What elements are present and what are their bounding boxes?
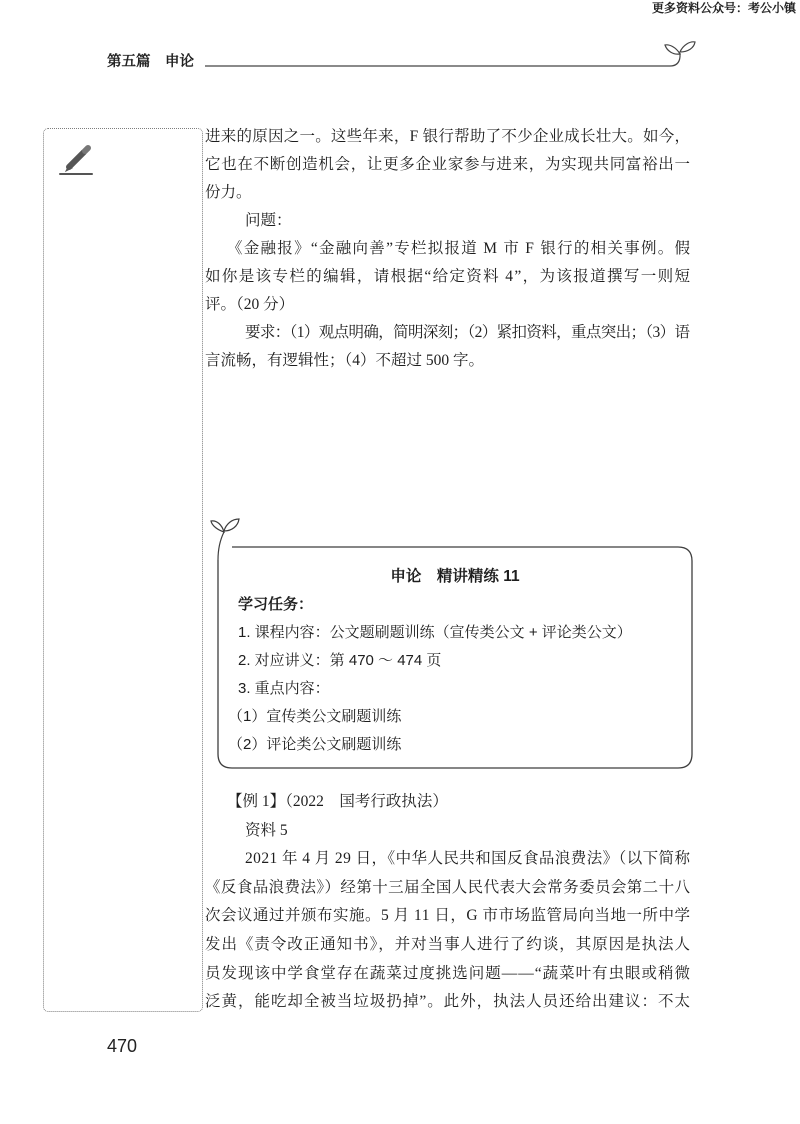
example-label: 【例 1】（2022 国考行政执法） [227, 793, 448, 810]
material-line: 员发现该中学食堂存在蔬菜过度挑选问题——“蔬菜叶有虫眼或稍微 [205, 964, 691, 982]
question-prompt-line: 如你是该专栏的编辑，请根据“给定资料 4”，为该报道撰写一则短 [205, 268, 692, 285]
material-title: 资料 5 [245, 821, 288, 839]
passage-column [205, 123, 690, 375]
question-requirements-line: 要求：（1）观点明确，简明深刻；（2）紧扣资料，重点突出；（3）语 [245, 324, 690, 341]
question-label: 问题： [245, 212, 292, 229]
page-number: 470 [107, 1036, 138, 1056]
passage-line: 份力。 [205, 184, 252, 201]
material-line: 2021 年 4 月 29 日，《中华人民共和国反食品浪费法》（以下简称 [245, 850, 691, 868]
study-task-subitem: （1）宣传类公文刷题训练 [228, 708, 402, 725]
study-box [218, 563, 692, 759]
section-title: 第五篇 申论 [107, 54, 194, 70]
study-task-item: 3. 重点内容： [238, 680, 330, 697]
top-note: 更多资料公众号：考公小镇 [651, 1, 796, 15]
header-sprout-icon [665, 42, 695, 57]
notes-column [43, 128, 203, 1012]
example-section [205, 788, 690, 1017]
question-requirements-line: 言流畅，有逻辑性；（4）不超过 500 字。 [205, 352, 485, 369]
study-box-heading: 学习任务： [238, 596, 314, 613]
passage-line: 它也在不断创造机会，让更多企业家参与进来，为实现共同富裕出一 [205, 156, 691, 173]
study-box-title: 申论 精讲精练 11 [390, 568, 520, 585]
study-box-sprout-icon [211, 519, 239, 560]
study-task-item: 2. 对应讲义：第 470 ～ 474 页 [238, 652, 442, 669]
question-prompt-line: 评。（20 分） [205, 296, 295, 313]
material-line: 泛黄，能吃却全被当垃圾扔掉”。此外，执法人员还给出建议：不太 [205, 993, 691, 1011]
header-rule [205, 57, 680, 66]
study-task-subitem: （2）评论类公文刷题训练 [228, 736, 402, 753]
question-prompt-line: 《金融报》“金融向善”专栏拟报道 M 市 F 银行的相关事例。假 [227, 240, 692, 257]
material-line: 《反食品浪费法》）经第十三届全国人民代表大会常务委员会第二十八 [205, 878, 691, 896]
study-task-item: 1. 课程内容：公文题刷题训练（宣传类公文 + 评论类公文） [238, 624, 632, 641]
material-line: 发出《责令改正通知书》，并对当事人进行了约谈，其原因是执法人 [205, 935, 691, 953]
passage-line: 进来的原因之一。这些年来，F 银行帮助了不少企业成长壮大。如今， [205, 128, 691, 145]
material-line: 次会议通过并颁布实施。5 月 11 日，G 市市场监管局向当地一所中学 [205, 907, 691, 925]
